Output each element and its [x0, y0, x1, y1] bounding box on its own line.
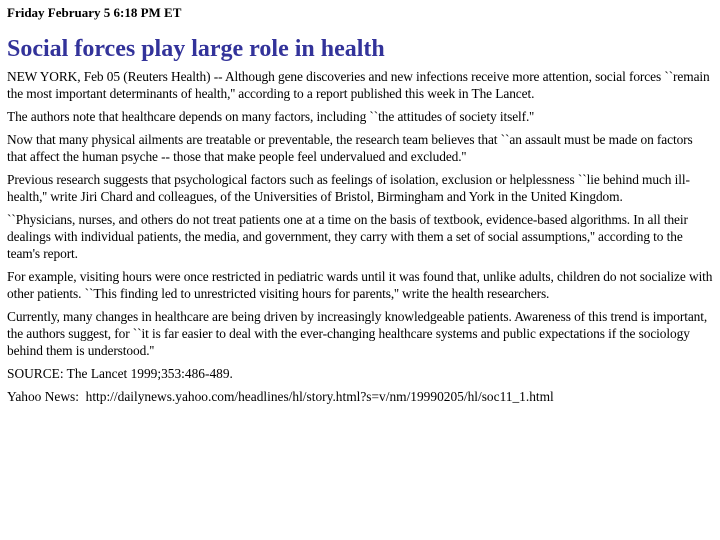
- dateline: Friday February 5 6:18 PM ET: [7, 5, 182, 20]
- headline: Social forces play large role in health: [7, 36, 385, 62]
- yahoo-news-link[interactable]: http://dailynews.yahoo.com/headlines/hl/story.html?s=v/nm/19990205/hl/soc11_1.html: [85, 389, 554, 404]
- yahoo-news-line: [7, 388, 720, 405]
- paragraph-6: For example, visiting hours were once restricted in pediatric wards until it was found that, unlike adults, children do not socialize with other patients. ``This finding led to unrestricted visiting hours for parents,'' write the health researchers.: [7, 269, 713, 301]
- paragraph-3: Now that many physical ailments are treatable or preventable, the research team believes that ``an assault must be made on factors that affect the human psyche -- those that make people feel undervalued and excluded.'': [7, 132, 693, 164]
- source-citation: SOURCE: The Lancet 1999;353:486-489.: [7, 366, 233, 381]
- paragraph-5: ``Physicians, nurses, and others do not treat patients one at a time on the basis of textbook, evidence-based algorithms. In all their dealings with individual patients, the media, and government, they carry with them a set of social assumptions,'' according to the team's report.: [7, 212, 688, 261]
- paragraph-7: Currently, many changes in healthcare are being driven by increasingly knowledgeable patients. Awareness of this trend is important, the authors suggest, for ``it is far easier to deal with the ever-changing healthcare systems and public expectations if the sociology behind them is understood.'': [7, 309, 708, 358]
- paragraph-1: NEW YORK, Feb 05 (Reuters Health) -- Although gene discoveries and new infections receive more attention, social forces ``remain the most important determinants of health,'' according to a report published this week in The Lancet.: [7, 69, 710, 101]
- yahoo-news-label: Yahoo News:: [7, 389, 79, 404]
- paragraph-2: The authors note that healthcare depends on many factors, including ``the attitudes of society itself.'': [7, 109, 534, 124]
- paragraph-4: Previous research suggests that psychological factors such as feelings of isolation, exclusion or helplessness ``lie behind much ill-health,'' write Jiri Chard and colleagues, of the Universities of Bristol, Birmingham and York in the United Kingdom.: [7, 172, 690, 204]
